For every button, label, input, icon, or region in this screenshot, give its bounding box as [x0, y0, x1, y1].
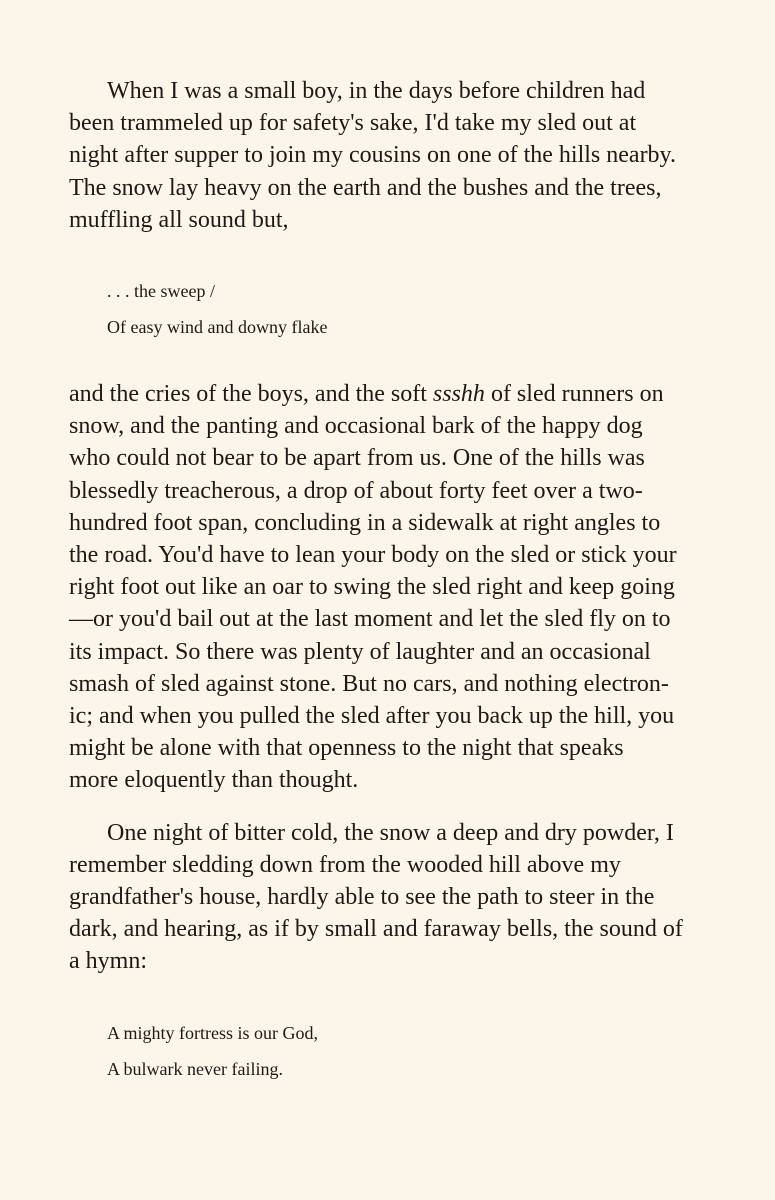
text-line: When I was a small boy, in the days before children had: [107, 78, 646, 104]
text-line: dark, and hearing, as if by small and faraway bells, the sound of: [69, 916, 683, 943]
quote-line: A bulwark never failing.: [107, 1058, 283, 1079]
paragraph-1: [69, 75, 705, 236]
text-line: might be alone with that openness to the night that speaks: [69, 735, 624, 762]
text-line: who could not bear to be apart from us. One of the hills was: [69, 445, 645, 472]
text-line: ic; and when you pulled the sled after you back up the hill, you: [69, 703, 675, 730]
text-line: muffling all sound but,: [69, 206, 289, 233]
text-line: a hymn:: [69, 948, 147, 975]
quote-line: A mighty fortress is our God,: [107, 1022, 318, 1043]
text-line: the road. You'd have to lean your body on the sled or stick your: [69, 542, 677, 569]
text-run: of sled runners on: [484, 381, 664, 408]
block-quote-1: [69, 273, 705, 345]
text-line: The snow lay heavy on the earth and the bushes and the trees,: [69, 174, 662, 201]
paragraph-2: [69, 378, 705, 797]
quote-line: Of easy wind and downy flake: [107, 317, 328, 338]
text-line: blessedly treacherous, a drop of about forty feet over a two-: [69, 477, 643, 504]
text-line: remember sledding down from the wooded hill above my: [69, 851, 621, 878]
text-line: One night of bitter cold, the snow a deep and dry powder, I: [107, 819, 674, 846]
block-quote-2: [69, 1015, 705, 1087]
paragraph-3: [69, 817, 705, 978]
text-line: [69, 378, 705, 410]
text-line: been trammeled up for safety's sake, I'd take my sled out at: [69, 110, 637, 137]
quote-line: . . . the sweep /: [107, 281, 215, 302]
text-line: snow, and the panting and occasional bark of the happy dog: [69, 413, 643, 440]
text-line: hundred foot span, concluding in a sidewalk at right angles to: [69, 509, 661, 536]
text-line: more eloquently than thought.: [69, 767, 359, 794]
emphasis-text: ssshh: [432, 381, 485, 408]
text-line: night after supper to join my cousins on one of the hills nearby.: [69, 142, 676, 169]
text-line: smash of sled against stone. But no cars, and nothing electron-: [69, 670, 669, 697]
text-line: right foot out like an oar to swing the sled right and keep going: [69, 574, 675, 601]
text-line: —or you'd bail out at the last moment and let the sled fly on to: [69, 606, 671, 633]
text-run: and the cries of the boys, and the soft: [69, 381, 433, 408]
text-line: its impact. So there was plenty of laughter and an occasional: [69, 638, 651, 665]
text-line: grandfather's house, hardly able to see the path to steer in the: [69, 884, 655, 911]
